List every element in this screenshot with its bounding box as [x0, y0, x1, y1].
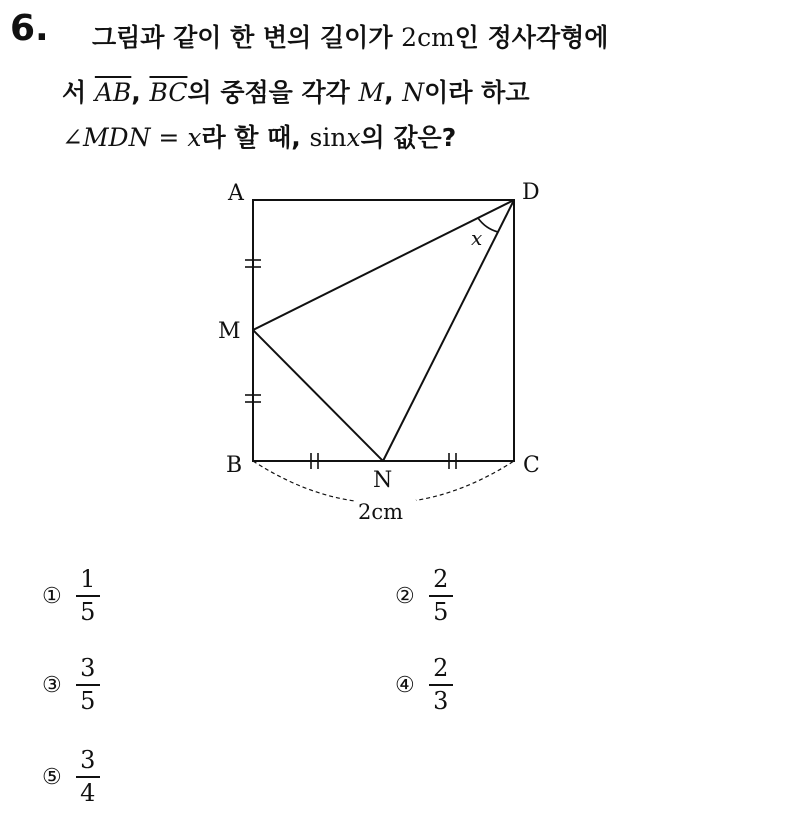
numerator: 1 — [80, 565, 96, 593]
segment-bc: $\overline{BC}$ — [149, 78, 188, 107]
segment-ab: $\overline{AB}$ — [94, 78, 132, 107]
choice-5[interactable] — [42, 748, 100, 806]
choice-number: ④ — [395, 672, 415, 698]
label-x: x — [471, 226, 483, 250]
fraction-bar — [429, 684, 453, 686]
numerator: 3 — [80, 746, 96, 774]
choice-number: ⑤ — [42, 764, 62, 790]
variable-x: x — [187, 123, 202, 152]
variable-x: x — [346, 123, 361, 152]
question-text: 그림과 같이 한 변의 길이가 — [92, 23, 402, 52]
fraction — [429, 656, 453, 714]
angle-symbol: ∠ — [62, 123, 83, 152]
question-text: 의 값은? — [360, 123, 457, 152]
numerator: 3 — [80, 654, 96, 682]
choice-2[interactable] — [395, 567, 453, 625]
separator: , — [131, 78, 150, 107]
question-text: 인 정사각형에 — [454, 23, 609, 52]
label-a: A — [228, 181, 244, 206]
question-number: 6. — [10, 8, 49, 49]
fraction-bar — [76, 684, 100, 686]
fraction-bar — [429, 595, 453, 597]
label-m: M — [218, 319, 241, 344]
denominator: 5 — [80, 687, 96, 716]
unit: cm — [417, 23, 455, 52]
denominator: 4 — [80, 779, 96, 808]
choice-3[interactable] — [42, 656, 100, 714]
fraction — [76, 748, 100, 806]
label-n: N — [373, 468, 393, 493]
label-b: B — [226, 453, 243, 478]
sin-function: sin — [309, 123, 347, 152]
fraction — [429, 567, 453, 625]
choice-number: ① — [42, 583, 62, 609]
segment-nd — [383, 200, 514, 461]
side-length-value: 2 — [401, 23, 418, 52]
numerator: 2 — [433, 565, 449, 593]
question-text: 이라 하고 — [424, 78, 530, 107]
question-text: 의 중점을 각각 — [187, 78, 359, 107]
denominator: 3 — [433, 687, 449, 716]
fraction-bar — [76, 776, 100, 778]
equals-sign: = — [150, 123, 188, 152]
choice-number: ② — [395, 583, 415, 609]
fraction — [76, 656, 100, 714]
choice-1[interactable] — [42, 567, 100, 625]
choice-number: ③ — [42, 672, 62, 698]
separator: , — [384, 78, 403, 107]
tick-marks — [245, 260, 456, 469]
angle-name: MDN — [82, 123, 151, 152]
choice-4[interactable] — [395, 656, 453, 714]
side-length-label: 2cm — [358, 500, 404, 524]
label-d: D — [522, 180, 540, 205]
denominator: 5 — [433, 598, 449, 627]
segment-mn — [253, 330, 383, 461]
fraction — [76, 567, 100, 625]
segment-md — [253, 200, 514, 330]
question-text: 라 할 때, — [201, 123, 310, 152]
fraction-bar — [76, 595, 100, 597]
label-c: C — [523, 453, 540, 478]
denominator: 5 — [80, 598, 96, 627]
question-text: 서 — [62, 78, 95, 107]
point-n: N — [402, 78, 425, 107]
point-m: M — [358, 78, 385, 107]
numerator: 2 — [433, 654, 449, 682]
